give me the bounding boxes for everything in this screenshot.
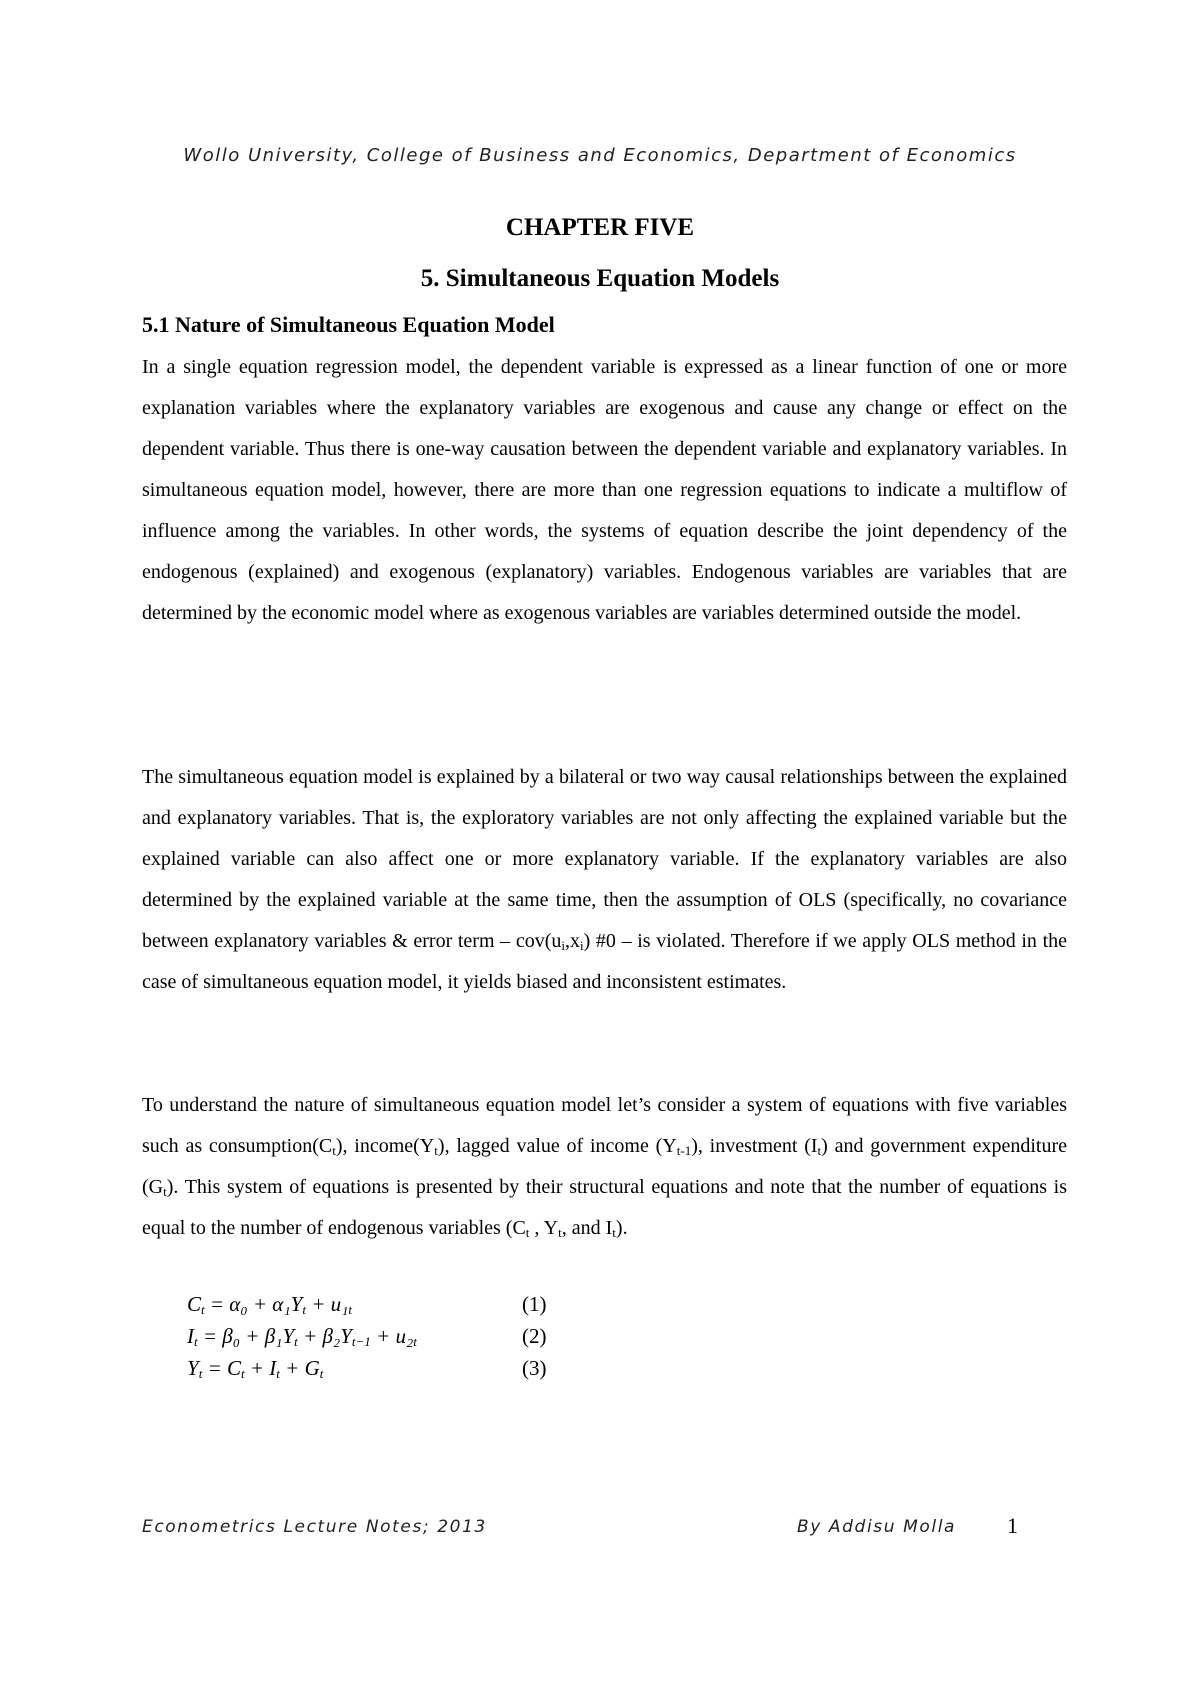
text-run: ) and government expenditure (G: [142, 1135, 1068, 1198]
subsection-title: 5.1 Nature of Simultaneous Equation Model: [142, 312, 555, 337]
footer-author: By Addisu Molla: [797, 1517, 957, 1537]
text-run: , and I: [561, 1217, 613, 1239]
subscript: t: [817, 1143, 822, 1158]
subscript: t: [612, 1225, 616, 1240]
footer-course-title: Econometrics Lecture Notes; 2013: [142, 1517, 487, 1537]
text-run: To understand the nature of simultaneous equation model let’s consider a system of equations with five variables such as consumption(C: [142, 1094, 1067, 1157]
page-number: 1: [1007, 1513, 1018, 1538]
text-run: The simultaneous equation model is explained by a bilateral or two way causal relationships between the explained and explanatory variables. That is, the exploratory variables are not only affecting the explained variable but the explained variable can also affect one or more explanatory variable. If the explanatory variables are also determined by the explained variable at the same time, then the assumption of OLS (specifically, no covariance between explanatory variables & error term – cov(u: [142, 766, 1067, 952]
running-header: Wollo University, College of Business and Economics, Department of Economics: [183, 145, 1017, 166]
section-title: 5. Simultaneous Equation Models: [420, 265, 780, 292]
subscript: t-1: [676, 1143, 692, 1158]
equation-income-identity: [187, 1356, 607, 1388]
text-run: ), income(Y: [335, 1135, 435, 1157]
text-run: ) #0 – is violated. Therefore if we apply OLS method in the case of simultaneous equation model, it yields biased and inconsistent estimates.: [142, 930, 1068, 993]
equation-consumption: [187, 1292, 607, 1324]
text-run: ).: [615, 1217, 628, 1239]
text-run: ,x: [564, 930, 580, 952]
equation-number: (2): [522, 1324, 547, 1348]
subscript: t: [558, 1225, 562, 1240]
equation-investment: [187, 1324, 607, 1356]
equation-number: (1): [522, 1292, 547, 1316]
equation-number: (3): [522, 1356, 547, 1380]
equation-expression: $C_t = \alpha_0 + \alpha_1Y_t + u_1_t$: [187, 1292, 353, 1317]
text-run: , Y: [529, 1217, 559, 1239]
subscript: t: [163, 1184, 167, 1199]
paragraph-system: [142, 1085, 1067, 1249]
equation-expression: $Y_t = C_t + I_t + G_t$: [187, 1356, 324, 1381]
paragraph-bilateral: [142, 757, 1067, 1003]
text-run: ). This system of equations is presented by their structural equations and note that the number of equations is equal to the number of endogenous variables (C: [142, 1176, 1067, 1239]
subscript: t: [434, 1143, 438, 1158]
chapter-title: CHAPTER FIVE: [505, 214, 695, 241]
equation-expression: $I_t = \beta_0 + \beta_1Y_t + \beta_2Y_{t-1} + u_2_t$: [187, 1324, 417, 1349]
subscript: t: [332, 1143, 336, 1158]
subscript: i: [579, 938, 584, 953]
text-run: ), lagged value of income (Y: [437, 1135, 677, 1157]
subscript: i: [561, 938, 565, 953]
equation-system: [187, 1292, 607, 1388]
paragraph-nature: In a single equation regression model, the dependent variable is expressed as a linear function of one or more explanation variables where the explanatory variables are exogenous and cause any change or effect on the dependent variable. Thus there is one-way causation between the dependent variable and explanatory variables. In simultaneous equation model, however, there are more than one regression equations to indicate a multiflow of influence among the variables. In other words, the systems of equation describe the joint dependency of the endogenous (explained) and exogenous (explanatory) variables. Endogenous variables are variables that are determined by the economic model where as exogenous variables are variables determined outside the model.: [142, 356, 1067, 624]
text-run: ), investment (I: [691, 1135, 818, 1157]
subscript: t: [525, 1225, 530, 1240]
